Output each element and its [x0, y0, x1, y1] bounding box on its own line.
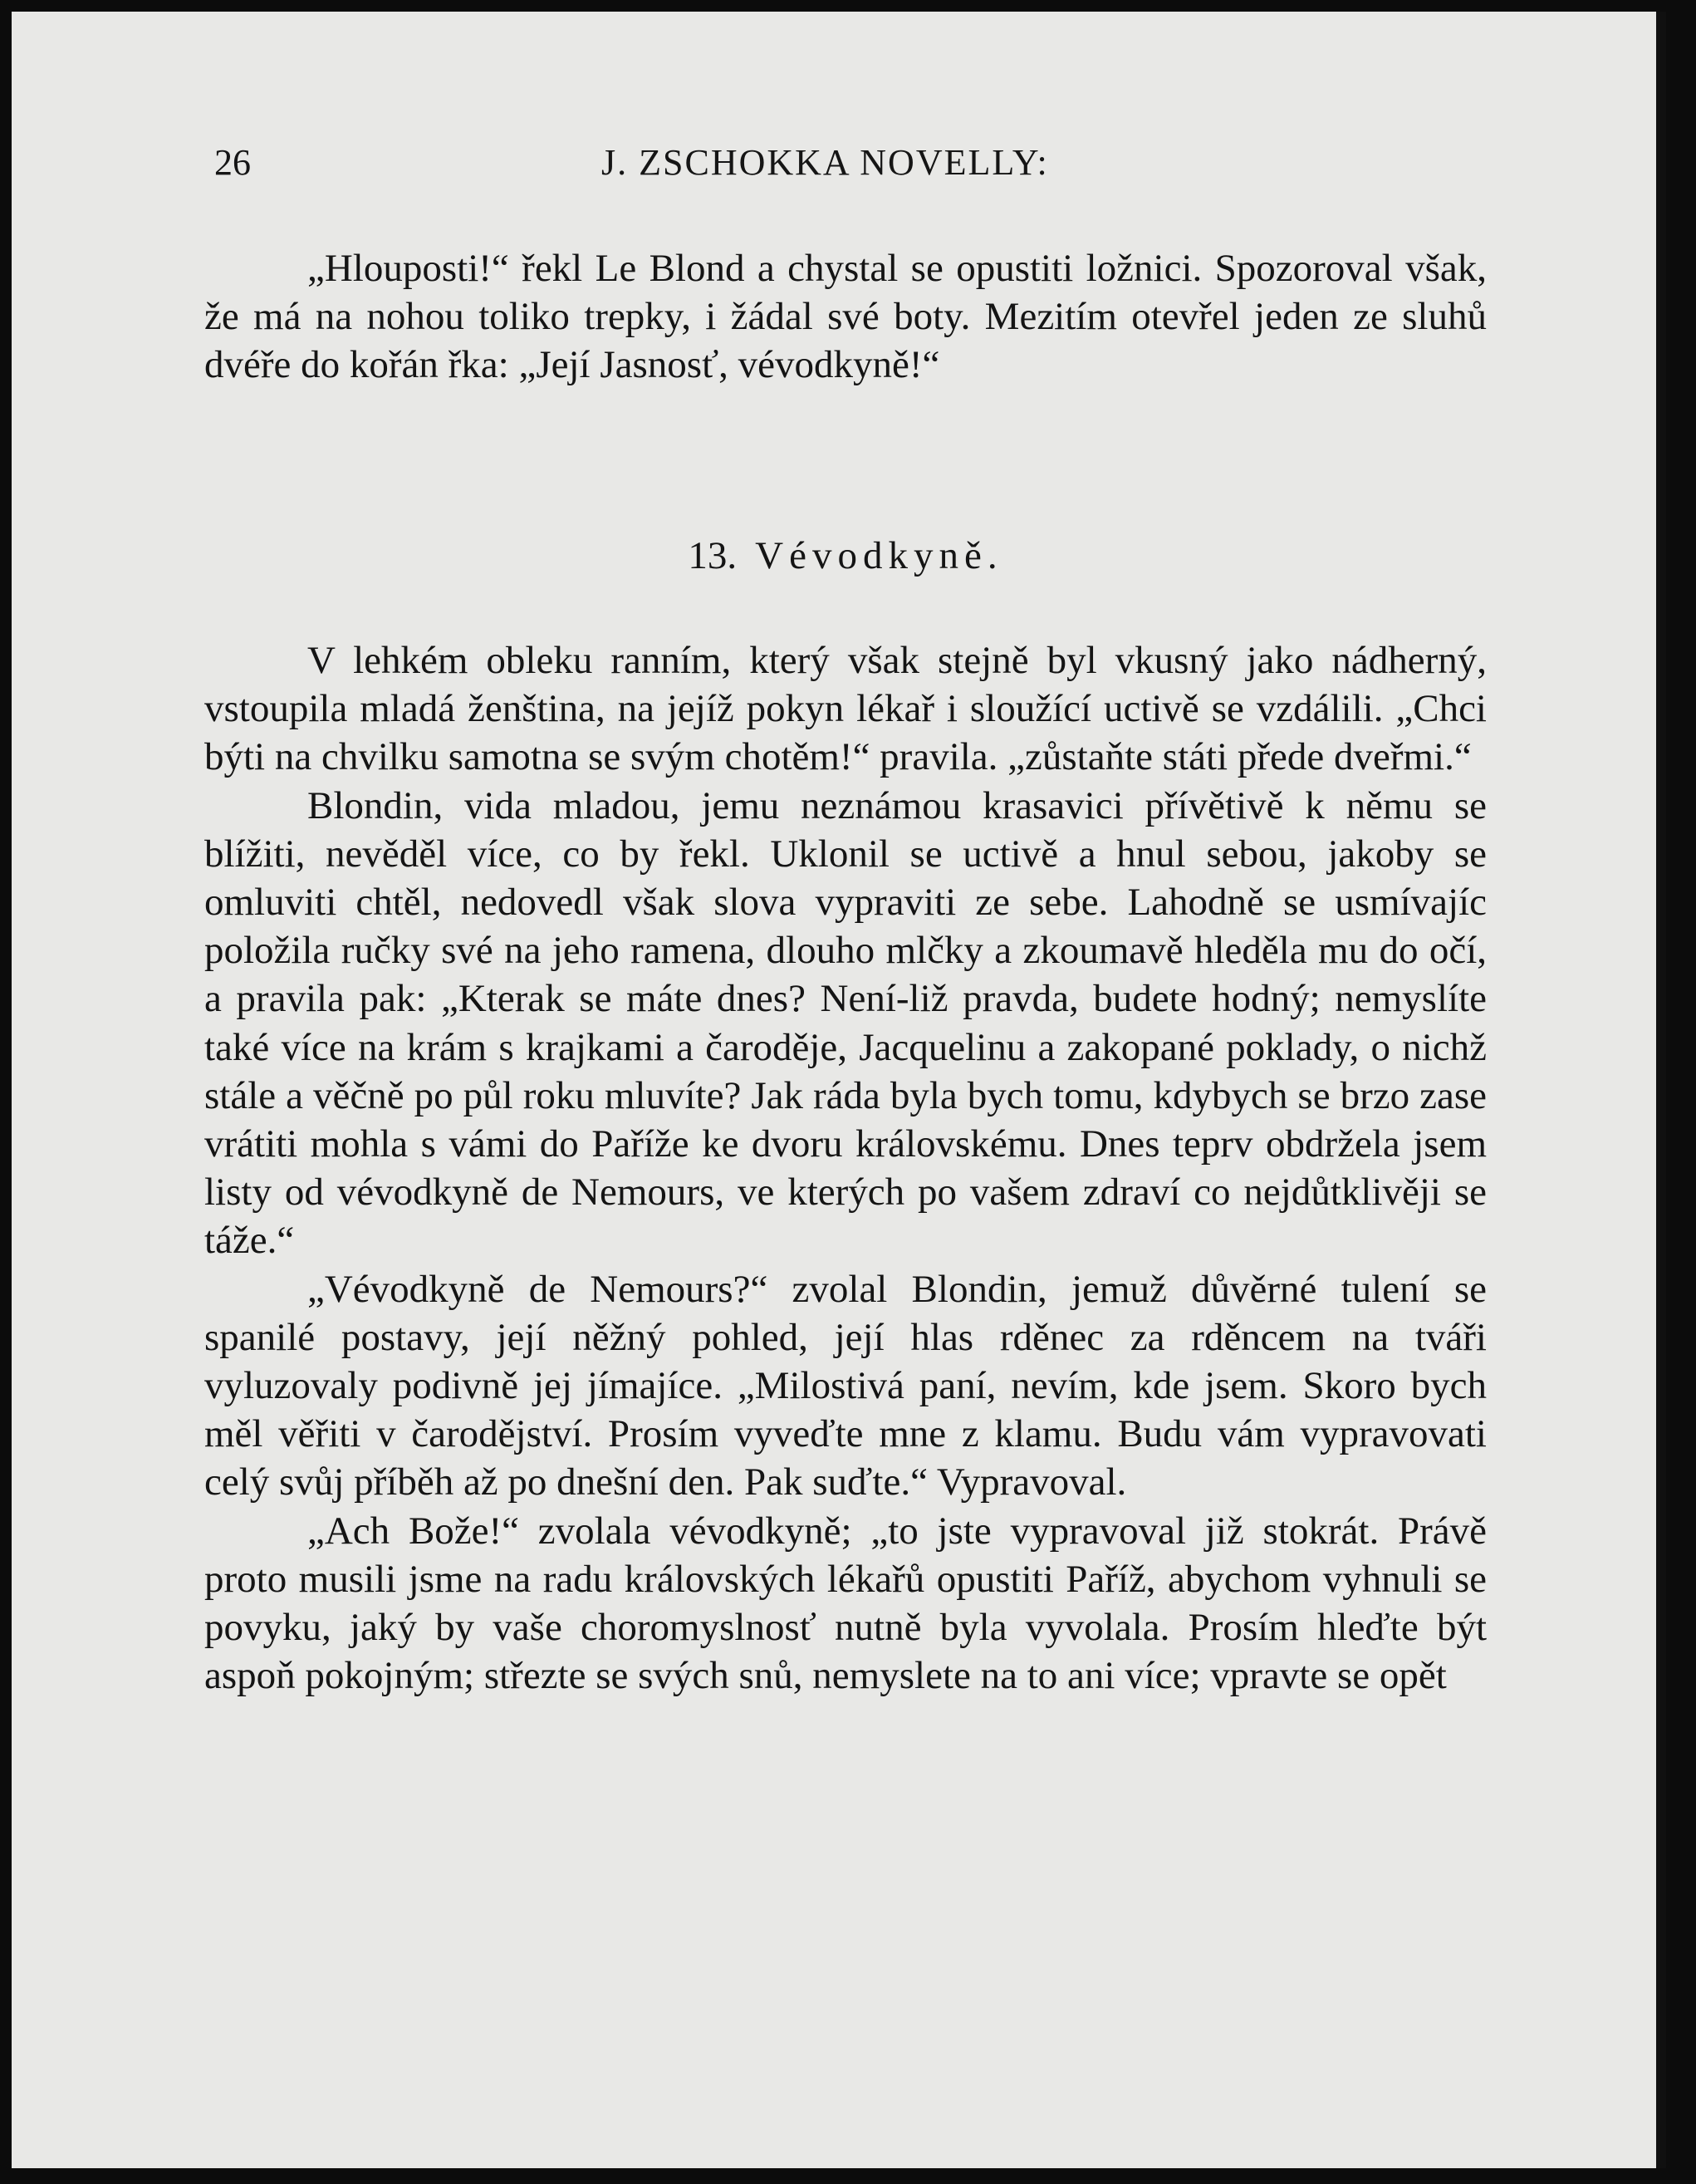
paragraph: „Vévodkyně de Nemours?“ zvolal Blondin, jemuž důvěrné tulení se spanilé postavy, její něžný pohled, její hlas rděnec za rděncem na tváři vyluzovaly podivně jej jímajíce. „Milostivá paní, nevím, kde jsem. Skoro bych měl věřiti v čarodějství. Prosím vyveďte mne z klamu. Budu vám vypravovati celý svůj příběh až po dnešní den. Pak suďte.“ Vypravoval.: [204, 1267, 1487, 1504]
text-block-main: [204, 636, 1487, 1700]
page-header: [214, 141, 1493, 191]
paragraph: „Hlouposti!“ řekl Le Blond a chystal se opustiti ložnici. Spozoroval však, že má na nohou toliko trepky, i žádal své boty. Mezitím otevřel jeden ze sluhů dvéře do kořán řka: „Její Jasnosť, vévodkyně!“: [204, 247, 1487, 387]
chapter-title: Vévodkyně.: [755, 534, 1003, 577]
paragraph: Blondin, vida mladou, jemu neznámou krasavici přívětivě k němu se blížiti, nevěděl více, co by řekl. Uklonil se uctivě a hnul sebou, jakoby se omluviti chtěl, nedovedl však slova vypraviti ze sebe. Lahodně se usmívajíc položila ručky své na jeho ramena, dlouho mlčky a zkoumavě hleděla mu do očí, a pravila pak: „Kterak se máte dnes? Není-liž pravda, budete hodný; nemyslíte také více na krám s krajkami a čaroděje, Jacquelinu a zakopané poklady, o nichž stále a věčně po půl roku mluvíte? Jak ráda byla bych tomu, kdybych se brzo zase vrátiti mohla s vámi do Paříže ke dvoru královskému. Dnes teprv obdržela jsem listy od vévodkyně de Nemours, ve kterých po vašem zdraví co nejdůtklivěji se táže.“: [204, 783, 1487, 1263]
chapter-heading: [204, 533, 1487, 578]
paragraph: „Ach Bože!“ zvolala vévodkyně; „to jste vypravoval již stokrát. Právě proto musili jsme na radu královských lékařů opustiti Paříž, abychom vyhnuli se povyku, jaký by vaše choromyslnosť nutně byla vyvolala. Prosím hleďte být aspoň pokojným; střezte se svých snů, nemyslete na to ani více; vpravte se opět: [204, 1509, 1487, 1698]
page-edge: [1656, 12, 1666, 2168]
chapter-number: 13.: [688, 534, 738, 577]
running-title: J. ZSCHOKKA NOVELLY:: [601, 142, 1049, 183]
text-block-top: [204, 244, 1487, 390]
page-number: 26: [214, 142, 251, 183]
book-page: [12, 12, 1666, 2168]
paragraph: V lehkém obleku ranním, který však stejně byl vkusný jako nádherný, vstoupila mladá ženština, na jejíž pokyn lékař i sloužící uctivě se vzdálili. „Chci býti na chvilku samotna se svým chotěm!“ pravila. „zůstaňte státi přede dveřmi.“: [204, 639, 1487, 779]
